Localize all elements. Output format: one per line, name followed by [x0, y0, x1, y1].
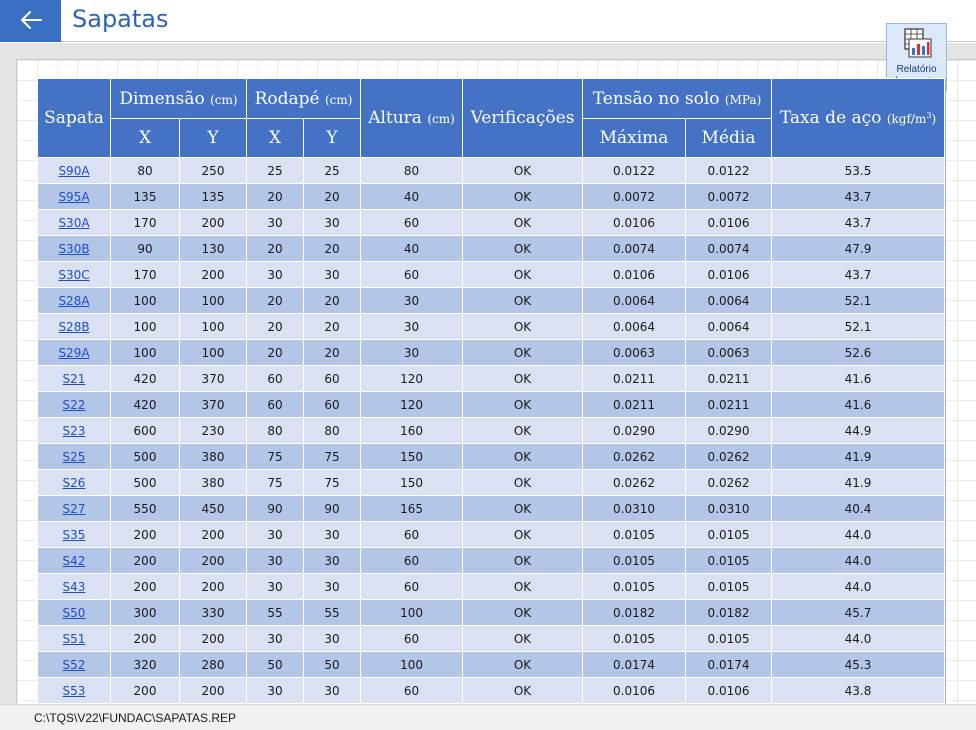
arrow-left-icon	[19, 10, 43, 33]
cell-rodape-x: 60	[247, 392, 304, 418]
title-bar	[0, 0, 976, 42]
cell-sapata	[38, 288, 111, 314]
cell-taxa-aco: 53.5	[772, 158, 945, 184]
cell-rodape-y: 30	[304, 574, 361, 600]
cell-sapata	[38, 184, 111, 210]
cell-rodape-x: 55	[247, 600, 304, 626]
cell-dim-x: 500	[111, 444, 180, 470]
cell-sapata	[38, 522, 111, 548]
cell-rodape-y: 30	[304, 548, 361, 574]
cell-verificacao: OK	[463, 574, 583, 600]
cell-tensao-media: 0.0074	[686, 236, 772, 262]
sapata-link[interactable]: S53	[62, 683, 86, 698]
header-rodape: Rodapé (cm)	[247, 79, 361, 119]
cell-tensao-media: 0.0106	[686, 262, 772, 288]
cell-sapata	[38, 444, 111, 470]
cell-dim-y: 200	[180, 678, 247, 704]
cell-verificacao: OK	[463, 392, 583, 418]
table-row	[38, 314, 945, 340]
cell-tensao-maxima: 0.0211	[583, 392, 686, 418]
cell-rodape-x: 20	[247, 184, 304, 210]
cell-taxa-aco: 52.1	[772, 314, 945, 340]
cell-dim-x: 320	[111, 652, 180, 678]
cell-tensao-maxima: 0.0211	[583, 366, 686, 392]
cell-rodape-y: 20	[304, 236, 361, 262]
table-row	[38, 288, 945, 314]
cell-verificacao: OK	[463, 210, 583, 236]
cell-dim-y: 200	[180, 210, 247, 236]
cell-tensao-maxima: 0.0122	[583, 158, 686, 184]
cell-tensao-maxima: 0.0064	[583, 314, 686, 340]
cell-rodape-x: 25	[247, 158, 304, 184]
cell-dim-y: 100	[180, 314, 247, 340]
cell-taxa-aco: 47.9	[772, 236, 945, 262]
cell-dim-x: 100	[111, 288, 180, 314]
cell-tensao-media: 0.0122	[686, 158, 772, 184]
cell-dim-x: 200	[111, 626, 180, 652]
cell-altura: 30	[361, 288, 463, 314]
sapata-link[interactable]: S51	[62, 631, 86, 646]
cell-tensao-media: 0.0310	[686, 496, 772, 522]
cell-altura: 30	[361, 314, 463, 340]
cell-altura: 30	[361, 340, 463, 366]
cell-tensao-maxima: 0.0063	[583, 340, 686, 366]
cell-verificacao: OK	[463, 548, 583, 574]
cell-rodape-x: 80	[247, 418, 304, 444]
sapata-link[interactable]: S27	[62, 501, 86, 516]
cell-verificacao: OK	[463, 340, 583, 366]
header-rodape-y: Y	[304, 119, 361, 158]
cell-rodape-y: 75	[304, 470, 361, 496]
cell-tensao-media: 0.0211	[686, 392, 772, 418]
sapata-link[interactable]: S29A	[58, 345, 90, 360]
cell-tensao-media: 0.0072	[686, 184, 772, 210]
cell-verificacao: OK	[463, 236, 583, 262]
cell-sapata	[38, 236, 111, 262]
cell-tensao-media: 0.0262	[686, 444, 772, 470]
cell-taxa-aco: 43.7	[772, 262, 945, 288]
cell-taxa-aco: 44.0	[772, 626, 945, 652]
sapata-link[interactable]: S25	[62, 449, 86, 464]
cell-tensao-media: 0.0182	[686, 600, 772, 626]
cell-sapata	[38, 496, 111, 522]
sapata-link[interactable]: S23	[62, 423, 86, 438]
cell-taxa-aco: 43.8	[772, 678, 945, 704]
cell-altura: 40	[361, 184, 463, 210]
cell-taxa-aco: 41.6	[772, 366, 945, 392]
cell-verificacao: OK	[463, 470, 583, 496]
cell-taxa-aco: 43.7	[772, 184, 945, 210]
table-row	[38, 548, 945, 574]
cell-dim-y: 380	[180, 444, 247, 470]
cell-taxa-aco: 44.0	[772, 574, 945, 600]
cell-rodape-x: 30	[247, 262, 304, 288]
cell-taxa-aco: 41.6	[772, 392, 945, 418]
sapata-link[interactable]: S26	[62, 475, 86, 490]
cell-sapata	[38, 418, 111, 444]
cell-rodape-x: 30	[247, 522, 304, 548]
cell-tensao-media: 0.0063	[686, 340, 772, 366]
table-row	[38, 574, 945, 600]
cell-rodape-y: 30	[304, 262, 361, 288]
sapatas-table-container	[37, 78, 946, 704]
table-row	[38, 158, 945, 184]
sapata-link[interactable]: S30B	[58, 241, 90, 256]
cell-taxa-aco: 52.1	[772, 288, 945, 314]
cell-rodape-x: 90	[247, 496, 304, 522]
cell-dim-y: 130	[180, 236, 247, 262]
cell-dim-x: 170	[111, 262, 180, 288]
cell-tensao-media: 0.0174	[686, 652, 772, 678]
cell-taxa-aco: 40.4	[772, 496, 945, 522]
cell-verificacao: OK	[463, 496, 583, 522]
table-row	[38, 678, 945, 704]
cell-dim-x: 80	[111, 158, 180, 184]
cell-dim-y: 330	[180, 600, 247, 626]
sapata-link[interactable]: S28A	[58, 293, 90, 308]
cell-dim-y: 200	[180, 548, 247, 574]
cell-dim-y: 200	[180, 626, 247, 652]
cell-taxa-aco: 45.7	[772, 600, 945, 626]
cell-rodape-x: 75	[247, 470, 304, 496]
cell-tensao-media: 0.0105	[686, 522, 772, 548]
cell-verificacao: OK	[463, 652, 583, 678]
cell-taxa-aco: 44.0	[772, 522, 945, 548]
cell-dim-x: 300	[111, 600, 180, 626]
cell-sapata	[38, 340, 111, 366]
cell-tensao-maxima: 0.0105	[583, 548, 686, 574]
cell-dim-y: 370	[180, 366, 247, 392]
cell-tensao-media: 0.0064	[686, 314, 772, 340]
cell-dim-x: 200	[111, 574, 180, 600]
cell-sapata	[38, 548, 111, 574]
cell-verificacao: OK	[463, 288, 583, 314]
cell-dim-y: 200	[180, 574, 247, 600]
cell-taxa-aco: 43.7	[772, 210, 945, 236]
header-rodape-x: X	[247, 119, 304, 158]
header-tensao: Tensão no solo (MPa)	[583, 79, 772, 119]
cell-tensao-media: 0.0064	[686, 288, 772, 314]
cell-dim-y: 200	[180, 262, 247, 288]
sapata-link[interactable]: S90A	[58, 163, 90, 178]
cell-altura: 120	[361, 392, 463, 418]
sapata-link[interactable]: S52	[62, 657, 86, 672]
cell-rodape-x: 30	[247, 626, 304, 652]
table-row	[38, 366, 945, 392]
cell-rodape-y: 80	[304, 418, 361, 444]
cell-tensao-maxima: 0.0106	[583, 678, 686, 704]
cell-tensao-media: 0.0105	[686, 626, 772, 652]
table-row	[38, 418, 945, 444]
cell-sapata	[38, 600, 111, 626]
cell-tensao-maxima: 0.0262	[583, 444, 686, 470]
cell-dim-y: 100	[180, 288, 247, 314]
cell-tensao-media: 0.0106	[686, 210, 772, 236]
cell-tensao-media: 0.0290	[686, 418, 772, 444]
cell-rodape-y: 30	[304, 626, 361, 652]
table-row	[38, 210, 945, 236]
header-taxa: Taxa de aço $(kgf/m^3)$	[772, 79, 945, 158]
cell-verificacao: OK	[463, 366, 583, 392]
cell-dim-x: 420	[111, 366, 180, 392]
cell-altura: 100	[361, 652, 463, 678]
sapatas-table	[37, 78, 945, 704]
cell-rodape-y: 30	[304, 522, 361, 548]
cell-dim-x: 100	[111, 314, 180, 340]
cell-rodape-y: 20	[304, 314, 361, 340]
cell-dim-x: 100	[111, 340, 180, 366]
cell-rodape-y: 60	[304, 392, 361, 418]
sapata-link[interactable]: S95A	[58, 189, 90, 204]
header-verificacoes: Verificações	[463, 79, 583, 158]
cell-dim-x: 600	[111, 418, 180, 444]
cell-taxa-aco: 44.0	[772, 548, 945, 574]
cell-dim-x: 550	[111, 496, 180, 522]
cell-sapata	[38, 652, 111, 678]
cell-altura: 150	[361, 444, 463, 470]
cell-rodape-y: 30	[304, 678, 361, 704]
cell-dim-y: 100	[180, 340, 247, 366]
cell-altura: 60	[361, 262, 463, 288]
cell-rodape-x: 30	[247, 574, 304, 600]
cell-rodape-x: 30	[247, 210, 304, 236]
cell-dim-y: 450	[180, 496, 247, 522]
cell-dim-x: 500	[111, 470, 180, 496]
sapata-link[interactable]: S30A	[58, 215, 90, 230]
cell-taxa-aco: 41.9	[772, 470, 945, 496]
cell-dim-x: 200	[111, 678, 180, 704]
table-row	[38, 262, 945, 288]
cell-tensao-maxima: 0.0174	[583, 652, 686, 678]
cell-altura: 40	[361, 236, 463, 262]
cell-sapata	[38, 158, 111, 184]
cell-rodape-y: 20	[304, 340, 361, 366]
cell-sapata	[38, 574, 111, 600]
cell-tensao-media: 0.0262	[686, 470, 772, 496]
table-row	[38, 496, 945, 522]
cell-altura: 60	[361, 522, 463, 548]
cell-sapata	[38, 392, 111, 418]
sapata-link[interactable]: S35	[62, 527, 86, 542]
table-row	[38, 522, 945, 548]
cell-rodape-y: 20	[304, 184, 361, 210]
table-row	[38, 236, 945, 262]
back-button[interactable]	[0, 0, 61, 42]
cell-verificacao: OK	[463, 158, 583, 184]
cell-tensao-media: 0.0211	[686, 366, 772, 392]
cell-rodape-y: 90	[304, 496, 361, 522]
sapata-link[interactable]: S42	[62, 553, 86, 568]
cell-sapata	[38, 262, 111, 288]
cell-taxa-aco: 44.9	[772, 418, 945, 444]
cell-rodape-y: 55	[304, 600, 361, 626]
cell-rodape-x: 30	[247, 548, 304, 574]
header-dimensao-y: Y	[180, 119, 247, 158]
cell-dim-y: 280	[180, 652, 247, 678]
cell-rodape-x: 20	[247, 236, 304, 262]
cell-dim-y: 380	[180, 470, 247, 496]
cell-tensao-maxima: 0.0106	[583, 210, 686, 236]
table-row	[38, 470, 945, 496]
cell-dim-x: 200	[111, 548, 180, 574]
cell-verificacao: OK	[463, 184, 583, 210]
header-altura: Altura (cm)	[361, 79, 463, 158]
cell-rodape-x: 50	[247, 652, 304, 678]
cell-dim-y: 370	[180, 392, 247, 418]
page-title: Sapatas	[72, 5, 169, 33]
cell-dim-y: 250	[180, 158, 247, 184]
cell-verificacao: OK	[463, 626, 583, 652]
cell-altura: 60	[361, 626, 463, 652]
cell-dim-y: 200	[180, 522, 247, 548]
table-row	[38, 392, 945, 418]
cell-rodape-y: 20	[304, 288, 361, 314]
sapata-link[interactable]: S30C	[58, 267, 90, 282]
cell-rodape-y: 25	[304, 158, 361, 184]
cell-sapata	[38, 678, 111, 704]
cell-sapata	[38, 366, 111, 392]
cell-tensao-media: 0.0105	[686, 574, 772, 600]
cell-verificacao: OK	[463, 522, 583, 548]
header-sapata: Sapata	[38, 79, 111, 158]
cell-altura: 60	[361, 210, 463, 236]
cell-taxa-aco: 45.3	[772, 652, 945, 678]
sapata-link[interactable]: S28B	[58, 319, 90, 334]
cell-altura: 60	[361, 548, 463, 574]
sapata-link[interactable]: S21	[62, 371, 86, 386]
cell-altura: 80	[361, 158, 463, 184]
cell-tensao-maxima: 0.0106	[583, 262, 686, 288]
header-dimensao-x: X	[111, 119, 180, 158]
cell-rodape-y: 75	[304, 444, 361, 470]
header-dimensao: Dimensão (cm)	[111, 79, 247, 119]
cell-tensao-maxima: 0.0064	[583, 288, 686, 314]
header-tensao-media: Média	[686, 119, 772, 158]
cell-dim-y: 135	[180, 184, 247, 210]
cell-verificacao: OK	[463, 444, 583, 470]
cell-taxa-aco: 52.6	[772, 340, 945, 366]
cell-tensao-maxima: 0.0072	[583, 184, 686, 210]
cell-tensao-maxima: 0.0105	[583, 574, 686, 600]
header-tensao-maxima: Máxima	[583, 119, 686, 158]
cell-tensao-media: 0.0106	[686, 678, 772, 704]
cell-verificacao: OK	[463, 678, 583, 704]
cell-dim-x: 200	[111, 522, 180, 548]
cell-dim-x: 420	[111, 392, 180, 418]
cell-altura: 165	[361, 496, 463, 522]
cell-taxa-aco: 41.9	[772, 444, 945, 470]
cell-sapata	[38, 626, 111, 652]
sapata-link[interactable]: S22	[62, 397, 86, 412]
cell-dim-x: 90	[111, 236, 180, 262]
cell-sapata	[38, 470, 111, 496]
cell-tensao-maxima: 0.0310	[583, 496, 686, 522]
cell-dim-x: 170	[111, 210, 180, 236]
cell-rodape-y: 60	[304, 366, 361, 392]
cell-verificacao: OK	[463, 314, 583, 340]
cell-altura: 100	[361, 600, 463, 626]
cell-tensao-maxima: 0.0105	[583, 522, 686, 548]
cell-sapata	[38, 210, 111, 236]
report-button-label: Relatório	[896, 64, 937, 75]
cell-altura: 60	[361, 574, 463, 600]
table-row	[38, 444, 945, 470]
file-path: C:\TQS\V22\FUNDAC\SAPATAS.REP	[34, 711, 237, 725]
cell-altura: 120	[361, 366, 463, 392]
cell-tensao-maxima: 0.0182	[583, 600, 686, 626]
cell-sapata	[38, 314, 111, 340]
sapata-link[interactable]: S50	[62, 605, 86, 620]
cell-tensao-maxima: 0.0074	[583, 236, 686, 262]
status-bar	[0, 704, 976, 730]
cell-rodape-x: 20	[247, 314, 304, 340]
cell-tensao-media: 0.0105	[686, 548, 772, 574]
cell-tensao-maxima: 0.0290	[583, 418, 686, 444]
cell-rodape-y: 50	[304, 652, 361, 678]
cell-rodape-x: 20	[247, 340, 304, 366]
cell-tensao-maxima: 0.0105	[583, 626, 686, 652]
cell-verificacao: OK	[463, 262, 583, 288]
table-row	[38, 652, 945, 678]
cell-rodape-x: 20	[247, 288, 304, 314]
cell-dim-x: 135	[111, 184, 180, 210]
cell-tensao-maxima: 0.0262	[583, 470, 686, 496]
table-row	[38, 340, 945, 366]
cell-rodape-x: 75	[247, 444, 304, 470]
cell-altura: 150	[361, 470, 463, 496]
sapata-link[interactable]: S43	[62, 579, 86, 594]
cell-verificacao: OK	[463, 600, 583, 626]
table-body	[38, 158, 945, 704]
cell-rodape-x: 60	[247, 366, 304, 392]
cell-rodape-y: 30	[304, 210, 361, 236]
cell-altura: 160	[361, 418, 463, 444]
cell-dim-y: 230	[180, 418, 247, 444]
cell-rodape-x: 30	[247, 678, 304, 704]
cell-verificacao: OK	[463, 418, 583, 444]
table-row	[38, 600, 945, 626]
table-row	[38, 626, 945, 652]
table-row	[38, 184, 945, 210]
cell-altura: 60	[361, 678, 463, 704]
